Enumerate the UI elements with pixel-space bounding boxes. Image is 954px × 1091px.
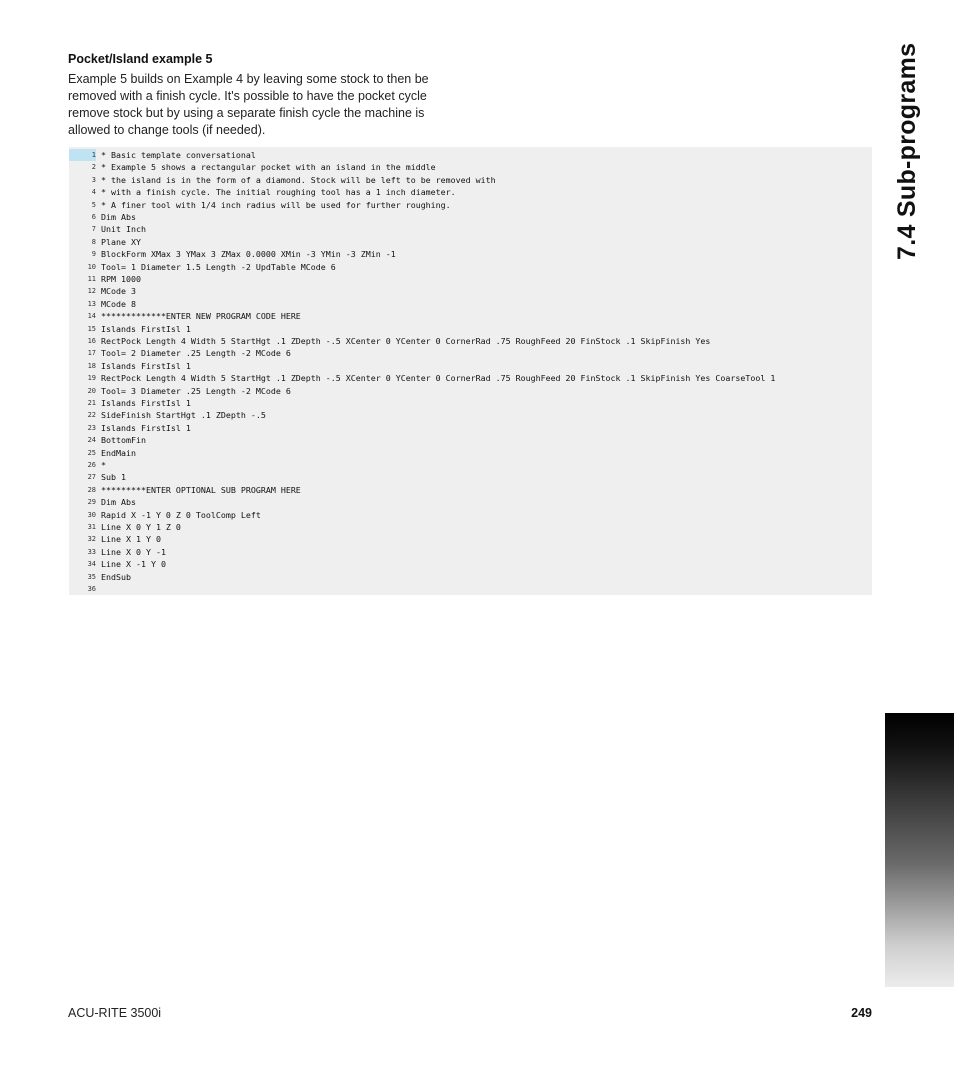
line-number: 36 (87, 585, 96, 593)
line-number: 10 (87, 262, 96, 271)
code-text: Islands FirstIsl 1 (101, 398, 191, 408)
code-line (69, 285, 136, 297)
code-text: RectPock Length 4 Width 5 StartHgt .1 ZDepth -.5 XCenter 0 YCenter 0 CornerRad .75 RoughFeed 20 FinStock .1 SkipFinish Yes (101, 336, 711, 346)
code-line (69, 248, 396, 260)
code-line (69, 496, 136, 508)
code-text: Tool= 2 Diameter .25 Length -2 MCode 6 (101, 348, 291, 359)
code-line (69, 211, 136, 223)
line-number: 7 (91, 225, 96, 234)
code-text: MCode 8 (101, 298, 136, 309)
code-text: Tool= 1 Diameter 1.5 Length -2 UpdTable MCode 6 (101, 261, 336, 272)
line-number: 3 (91, 175, 96, 184)
code-text: Sub 1 (101, 472, 126, 483)
line-number: 14 (87, 312, 96, 321)
code-text: * Basic template conversational (101, 150, 256, 160)
code-line (69, 223, 146, 235)
code-text: Islands FirstIsl 1 (101, 323, 191, 334)
line-number: 12 (87, 287, 96, 296)
code-line (69, 174, 496, 186)
code-text: Plane XY (101, 236, 141, 247)
code-line (69, 583, 101, 595)
intro-line: Example 5 builds on Example 4 by leaving some stock to then be (68, 72, 429, 86)
line-number: 13 (87, 299, 96, 308)
code-line (69, 161, 436, 173)
line-number: 30 (87, 510, 96, 519)
line-number: 31 (87, 523, 96, 531)
line-number: 18 (87, 361, 96, 370)
code-line (69, 310, 301, 322)
code-text: Dim Abs (101, 497, 136, 508)
line-number: 26 (87, 461, 96, 469)
code-text: Tool= 3 Diameter .25 Length -2 MCode 6 (101, 385, 291, 396)
line-number: 9 (91, 250, 96, 259)
code-text: Line X -1 Y 0 (101, 559, 166, 570)
code-line (69, 335, 710, 347)
code-line (69, 409, 266, 421)
line-number: 32 (87, 535, 96, 544)
line-number: 33 (87, 547, 96, 556)
line-number: 28 (87, 485, 96, 494)
code-line (69, 372, 775, 384)
line-number: 22 (87, 411, 96, 420)
code-line (69, 360, 191, 372)
chapter-tab-title: 7.4 Sub-programs (893, 42, 921, 260)
page-number: 249 (851, 1006, 872, 1020)
line-number: 34 (87, 560, 96, 569)
line-number: 4 (91, 188, 96, 197)
intro-line: removed with a finish cycle. It's possible to have the pocket cycle (68, 89, 427, 103)
intro-line: remove stock but by using a separate finish cycle the machine is (68, 106, 425, 120)
code-line (69, 558, 166, 570)
code-line (69, 447, 136, 459)
line-number: 21 (87, 399, 96, 407)
code-line (69, 347, 291, 359)
line-number: 16 (87, 337, 96, 345)
code-text: Dim Abs (101, 212, 136, 222)
code-text: RPM 1000 (101, 274, 141, 284)
code-text: SideFinish StartHgt .1 ZDepth -.5 (101, 410, 266, 421)
code-line (69, 571, 131, 583)
code-text: * Example 5 shows a rectangular pocket with an island in the middle (101, 162, 436, 173)
code-text: BottomFin (101, 435, 146, 446)
code-line (69, 397, 191, 409)
line-number: 35 (87, 572, 96, 581)
program-listing (69, 147, 872, 595)
code-text: Line X 0 Y 1 Z 0 (101, 522, 181, 532)
code-line (69, 509, 261, 521)
line-number: 6 (91, 213, 96, 221)
code-line (69, 199, 451, 211)
code-text: * with a finish cycle. The initial roughing tool has a 1 inch diameter. (101, 187, 456, 198)
code-line (69, 261, 336, 273)
code-text: *********ENTER OPTIONAL SUB PROGRAM HERE (101, 484, 301, 495)
code-line (69, 471, 126, 483)
code-text: EndSub (101, 571, 131, 582)
code-line (69, 323, 191, 335)
code-text: Islands FirstIsl 1 (101, 360, 191, 371)
line-number: 8 (91, 237, 96, 246)
code-text: * (101, 460, 106, 470)
code-line (69, 422, 191, 434)
code-text: * the island is in the form of a diamond. Stock will be left to be removed with (101, 174, 496, 185)
code-text: BlockForm XMax 3 YMax 3 ZMax 0.0000 XMin -3 YMin -3 ZMin -1 (101, 249, 396, 260)
code-line (69, 546, 166, 558)
line-number: 24 (87, 436, 96, 445)
line-number: 25 (87, 448, 96, 457)
code-text: MCode 3 (101, 286, 136, 297)
line-number: 20 (87, 386, 96, 395)
footer-product: ACU-RITE 3500i (68, 1006, 162, 1020)
line-number: 29 (87, 498, 96, 507)
intro-line: allowed to change tools (if needed). (68, 123, 266, 137)
code-text: * A finer tool with 1/4 inch radius will be used for further roughing. (101, 199, 451, 210)
code-text: Line X 0 Y -1 (101, 546, 166, 557)
line-number: 15 (87, 324, 96, 333)
line-number: 2 (91, 163, 96, 172)
code-line (69, 236, 141, 248)
code-text: *************ENTER NEW PROGRAM CODE HERE (101, 311, 301, 322)
code-line (69, 434, 146, 446)
code-text: EndMain (101, 447, 136, 458)
code-line (69, 484, 301, 496)
intro-paragraph (68, 71, 508, 139)
code-line (69, 273, 141, 285)
code-line (69, 459, 106, 471)
code-line (69, 521, 181, 533)
code-line (69, 533, 161, 545)
code-text: Rapid X -1 Y 0 Z 0 ToolComp Left (101, 509, 261, 520)
code-text: Islands FirstIsl 1 (101, 422, 191, 433)
line-number: 11 (87, 275, 96, 283)
line-number: 19 (87, 374, 96, 383)
section-heading: Pocket/Island example 5 (68, 52, 213, 66)
line-number: 17 (87, 349, 96, 358)
code-line (69, 149, 256, 161)
line-number: 23 (87, 423, 96, 432)
code-line (69, 298, 136, 310)
code-line (69, 186, 456, 198)
code-text: Unit Inch (101, 224, 146, 235)
line-number: 27 (87, 473, 96, 482)
code-text: RectPock Length 4 Width 5 StartHgt .1 ZDepth -.5 XCenter 0 YCenter 0 CornerRad .75 RoughFeed 20 FinStock .1 SkipFinish Yes CoarseTool 1 (101, 373, 776, 384)
code-line (69, 385, 291, 397)
line-number: 5 (91, 200, 96, 209)
code-text: Line X 1 Y 0 (101, 534, 161, 545)
chapter-thumb-tab (885, 713, 954, 987)
line-number: 1 (69, 149, 96, 161)
